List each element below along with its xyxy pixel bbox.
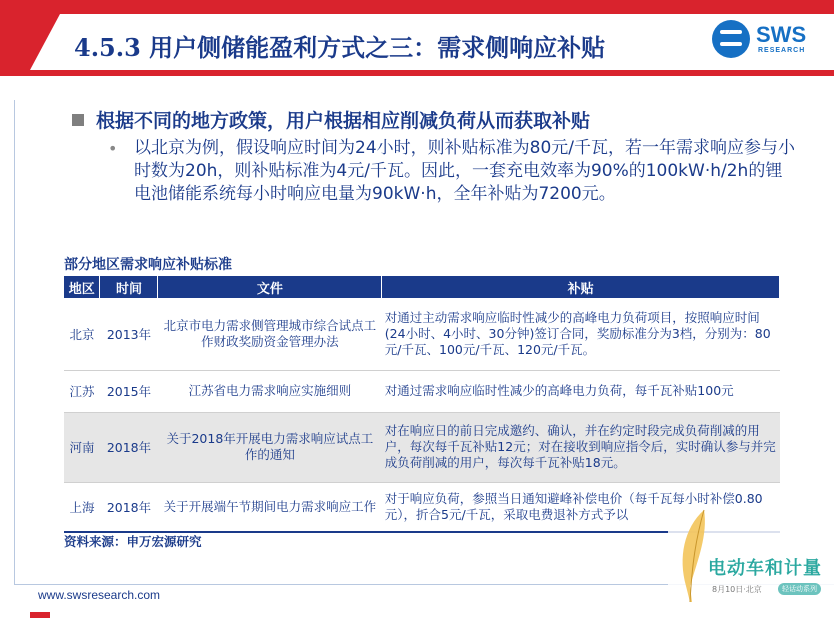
cell-region: 上海: [69, 499, 95, 515]
cell-document: 江苏省电力需求响应实施细则: [188, 383, 352, 398]
cell-document: 关于2018年开展电力需求响应试点工作的通知: [158, 412, 382, 482]
header-region: 地区: [64, 276, 100, 298]
logo-text: SWS: [756, 22, 807, 47]
sub-bullet-text: 以北京为例，假设响应时间为24小时，则补贴标准为80元/千瓦，若一年需求响应参与小时数为20h，则补贴标准为4元/千瓦。因此，一套充电效率为90%的100kW·h/2h的锂电池储能系统每小时响应电量为90kW·h，全年补贴为7200元。: [134, 138, 795, 204]
cell-year: 2015年: [106, 384, 152, 399]
cell-document: 北京市电力需求侧管理城市综合试点工作财政奖励资金管理办法: [163, 317, 377, 349]
watermark: [668, 508, 834, 604]
watermark-badge: 轻话动系列: [778, 583, 821, 595]
sws-logo: [712, 20, 822, 60]
sub-bullet: [108, 137, 798, 206]
title-bar: [0, 0, 834, 84]
header-year: 时间: [100, 276, 158, 298]
cell-subsidy: 对通过主动需求响应临时性减少的高峰电力负荷项目，按照响应时间(24小时、4小时、30分钟)签订合同，奖励标准分为3档，分别为：80元/千瓦、100元/千瓦、120元/千瓦。: [384, 309, 771, 357]
cell-subsidy: 对通过需求响应临时性减少的高峰电力负荷，每千瓦补贴100元: [384, 383, 734, 398]
table-row: [64, 370, 780, 412]
cell-region: 江苏: [69, 384, 95, 399]
footer-red-accent: [30, 612, 50, 618]
table-header-row: [64, 276, 780, 298]
cell-region: 北京: [69, 326, 95, 342]
table-title: 部分地区需求响应补贴标准: [64, 257, 232, 273]
cell-year: 2018年: [100, 412, 158, 482]
main-bullet-text: 根据不同的地方政策，用户根据相应削减负荷从而获取补贴: [96, 110, 591, 132]
table-row: [64, 412, 780, 482]
header-subsidy: 补贴: [382, 276, 780, 298]
watermark-date: 8月10日·北京: [712, 585, 762, 594]
watermark-brand: 电动车和计量: [708, 558, 822, 579]
cell-year: 2013年: [106, 326, 152, 342]
header-document: 文件: [158, 276, 382, 298]
square-bullet-icon: [72, 114, 84, 126]
main-bullet: [72, 106, 590, 133]
logo-subtext: RESEARCH: [758, 47, 806, 54]
footer-vertical-rule: [14, 100, 15, 585]
subsidy-table: [64, 276, 780, 533]
page-title: 4.5.3 用户侧储能盈利方式之三：需求侧响应补贴: [74, 33, 606, 62]
cell-year: 2018年: [106, 499, 152, 515]
logo-mark-icon: [712, 20, 750, 58]
cell-subsidy: 对于响应负荷，参照当日通知避峰补偿电价（每千瓦每小时补偿0.80元），折合5元/千瓦，采取电费退补方式予以: [384, 490, 763, 522]
cell-document: 关于开展端午节期间电力需求响应工作: [163, 498, 377, 514]
dot-bullet-icon: •: [108, 139, 118, 158]
cell-subsidy: 对在响应日的前日完成邀约、确认，并在约定时段完成负荷削减的用户，每次每千瓦补贴12元；对在接收到响应指令后，实时确认参与并完成负荷削减的用户，每次每千瓦补贴18元。: [382, 412, 780, 482]
footer-url-link[interactable]: www.swsresearch.com: [38, 588, 161, 602]
cell-region: 河南: [64, 412, 100, 482]
data-source: 资料来源：申万宏源研究: [64, 534, 202, 549]
table-row: [64, 298, 780, 370]
